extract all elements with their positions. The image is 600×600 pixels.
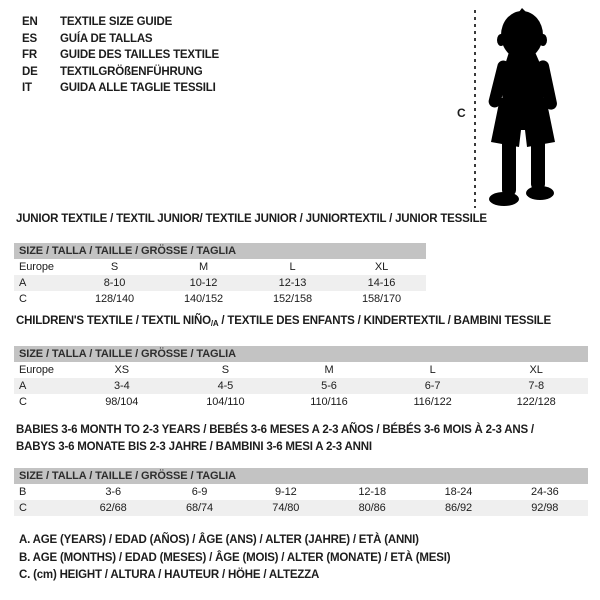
table-cell: S (221, 364, 230, 376)
table-cell: 62/68 (99, 502, 127, 514)
table-cell: 110/116 (310, 396, 348, 408)
lang-row-it (22, 80, 219, 97)
lang-code: ES (22, 32, 37, 45)
table-cell: 24-36 (530, 486, 559, 498)
footnotes (19, 532, 450, 585)
table-cell: L (429, 364, 436, 376)
table-cell: L (289, 261, 296, 273)
table-row (14, 291, 426, 307)
lang-row-de (22, 64, 219, 81)
footnote-c: C. (cm) HEIGHT / ALTURA / HAUTEUR / HÖHE / ALTEZZA (19, 569, 320, 582)
table-cell: XL (529, 364, 543, 376)
table-cell: 4-5 (217, 380, 234, 392)
lang-code: EN (22, 16, 38, 28)
table-cell: M (324, 364, 334, 376)
table-cell: M (198, 261, 209, 273)
row-label: C (19, 502, 27, 514)
babies-table-title-line2: BABYS 3-6 MONATE BIS 2-3 JAHRE / BAMBINI 3-6 MESI A 2-3 ANNI (16, 441, 372, 453)
lang-label: GUÍA DE TALLAS (60, 32, 153, 45)
table-cell: 116/122 (413, 396, 452, 408)
table-cell: 3-4 (113, 380, 130, 392)
table-cell: 6-7 (424, 380, 441, 392)
row-label: Europe (19, 364, 54, 376)
table-row (14, 484, 588, 500)
lang-label: TEXTILE SIZE GUIDE (60, 16, 173, 28)
table-cell: XS (114, 364, 130, 376)
lang-code: FR (22, 49, 37, 62)
table-cell: 9-12 (275, 486, 297, 498)
table-cell: S (110, 261, 119, 273)
language-header (22, 14, 219, 97)
row-label: C (19, 396, 27, 408)
table-cell: 5-6 (321, 380, 337, 392)
toddler-silhouette-image (481, 8, 569, 208)
table-cell: 68/74 (185, 502, 213, 514)
lang-row-fr (22, 47, 219, 64)
table-cell: 158/170 (361, 293, 402, 305)
table-cell: 12-18 (358, 486, 386, 498)
lang-code: DE (22, 65, 38, 78)
table-cell: 6-9 (191, 486, 208, 498)
title-part: CHILDREN'S TEXTILE / TEXTIL NIÑO (16, 315, 211, 327)
title-subscript: /A (210, 319, 219, 328)
size-header-bar: SIZE / TALLA / TAILLE / GRÖSSE / TAGLIA (14, 346, 588, 362)
table-cell: 152/158 (272, 293, 313, 305)
table-row (14, 259, 426, 275)
table-cell: 18-24 (444, 486, 473, 498)
lang-row-en (22, 14, 219, 31)
table-cell: 8-10 (103, 277, 126, 289)
table-cell: 10-12 (189, 277, 218, 289)
babies-table-title-line1: BABIES 3-6 MONTH TO 2-3 YEARS / BEBÉS 3-6 MESES A 2-3 AÑOS / BÉBÉS 3-6 MOIS À 2-3 ANS / (16, 424, 534, 436)
size-header-bar: SIZE / TALLA / TAILLE / GRÖSSE / TAGLIA (14, 243, 426, 259)
table-cell: 74/80 (272, 502, 300, 514)
footnote-b: B. AGE (MONTHS) / EDAD (MESES) / ÂGE (MOIS) / ALTER (MONATE) / ETÀ (MESI) (19, 551, 451, 564)
table-row (14, 394, 588, 410)
table-cell: 12-13 (278, 277, 307, 289)
row-label: C (19, 293, 27, 305)
lang-label: TEXTILGRÖßENFÜHRUNG (60, 65, 203, 78)
table-cell: 3-6 (105, 486, 121, 498)
children-table (14, 346, 588, 410)
height-measure-label: C (457, 106, 466, 120)
table-cell: 140/152 (183, 293, 224, 305)
babies-table (14, 468, 588, 516)
table-cell: 98/104 (105, 396, 139, 408)
table-cell: 80/86 (358, 502, 386, 514)
row-label: A (19, 277, 27, 289)
table-cell: 122/128 (516, 396, 556, 408)
row-label: B (19, 486, 27, 498)
lang-row-es (22, 31, 219, 48)
table-row (14, 378, 588, 394)
height-dotted-line (474, 10, 476, 208)
junior-table-title: JUNIOR TEXTILE / TEXTIL JUNIOR/ TEXTILE JUNIOR / JUNIORTEXTIL / JUNIOR TESSILE (16, 213, 487, 225)
row-label: A (19, 380, 27, 392)
table-cell: 128/140 (94, 293, 135, 305)
table-cell: 7-8 (528, 380, 544, 392)
children-table-title (16, 315, 551, 328)
row-label: Europe (19, 261, 54, 273)
table-cell: 104/110 (206, 396, 245, 408)
lang-label: GUIDE DES TAILLES TEXTILE (60, 49, 219, 62)
junior-table (14, 243, 426, 307)
table-cell: 92/98 (531, 502, 559, 514)
lang-label: GUIDA ALLE TAGLIE TESSILI (60, 82, 216, 95)
footnote-a: A. AGE (YEARS) / EDAD (AÑOS) / ÂGE (ANS) / ALTER (JAHRE) / ETÀ (ANNI) (19, 534, 419, 546)
table-cell: XL (374, 261, 389, 273)
table-row (14, 500, 588, 516)
table-row (14, 275, 426, 291)
table-cell: 86/92 (444, 502, 472, 514)
table-row (14, 362, 588, 378)
lang-code: IT (22, 82, 32, 95)
size-header-bar: SIZE / TALLA / TAILLE / GRÖSSE / TAGLIA (14, 468, 588, 484)
title-part: / TEXTILE DES ENFANTS / KINDERTEXTIL / BAMBINI TESSILE (218, 315, 551, 327)
table-cell: 14-16 (367, 277, 396, 289)
